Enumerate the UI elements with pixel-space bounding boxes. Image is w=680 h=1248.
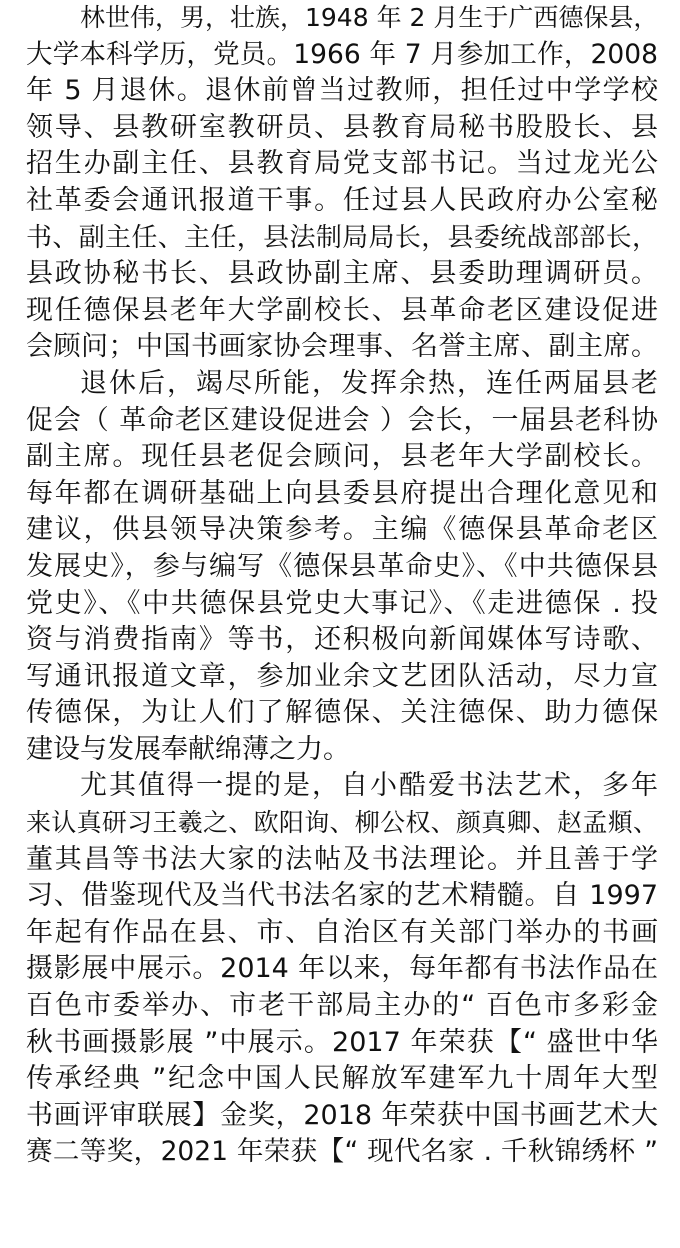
text-line: 来认真研习王羲之、欧阳询、柳公权、颜真卿、赵孟頫、 xyxy=(26,808,658,838)
text-line: 年起有作品在县、市、自治区有关部门举办的书画 xyxy=(26,916,658,948)
text-line: 会顾问；中国书画家协会理事、名誉主席、副主席。 xyxy=(26,331,658,363)
text-line: 发展史》，参与编写《德保县革命史》、《中共德保县 xyxy=(26,550,658,582)
text-line: 赛二等奖，2021 年荣获【“ 现代名家 . 千秋锦绣杯 ” xyxy=(26,1136,658,1168)
text-line: 尤其值得一提的是，自小酷爱书法艺术，多年 xyxy=(80,770,658,802)
text-line: 退休后，竭尽所能，发挥余热，连任两届县老 xyxy=(80,367,658,399)
text-line: 每年都在调研基础上向县委县府提出合理化意见和 xyxy=(26,477,658,509)
text-line: 秋书画摄影展 ”中展示。2017 年荣获【“ 盛世中华 xyxy=(26,1026,658,1058)
text-line: 传德保，为让人们了解德保、关注德保、助力德保 xyxy=(26,697,658,729)
text-line: 董其昌等书法大家的法帖及书法理论。并且善于学 xyxy=(26,843,658,875)
text-line: 传承经典 ”纪念中国人民解放军建军九十周年大型 xyxy=(26,1063,658,1095)
text-line: 摄影展中展示。2014 年以来，每年都有书法作品在 xyxy=(26,953,658,985)
paragraph-2 xyxy=(26,366,658,769)
text-line: 习、借鉴现代及当代书法名家的艺术精髓。自 1997 xyxy=(26,880,658,912)
text-line: 年 5 月退休。退休前曾当过教师，担任过中学学校 xyxy=(26,75,658,107)
text-line: 写通讯报道文章，参加业余文艺团队活动，尽力宣 xyxy=(26,660,658,692)
paragraph-3 xyxy=(26,768,658,1171)
text-line: 领导、县教研室教研员、县教育局秘书股股长、县 xyxy=(26,111,658,143)
text-line: 百色市委举办、市老干部局主办的“ 百色市多彩金 xyxy=(26,990,658,1022)
text-line: 林世伟，男，壮族，1948 年 2 月生于广西德保县， xyxy=(80,3,659,32)
text-line: 现任德保县老年大学副校长、县革命老区建设促进 xyxy=(26,294,658,326)
text-line: 副主席。现任县老促会顾问，县老年大学副校长。 xyxy=(26,441,658,473)
text-line: 招生办副主任、县教育局党支部书记。当过龙光公 xyxy=(26,148,658,180)
text-line: 建议，供县领导决策参考。主编《德保县革命老区 xyxy=(26,514,658,546)
text-line: 建设与发展奉献绵薄之力。 xyxy=(26,733,350,765)
text-line: 大学本科学历，党员。1966 年 7 月参加工作，2008 xyxy=(26,38,658,70)
text-line: 促会（ 革命老区建设促进会 ）会长，一届县老科协 xyxy=(26,404,658,436)
text-line: 县政协秘书长、县政协副主席、县委助理调研员。 xyxy=(26,258,658,290)
paragraph-1 xyxy=(26,0,658,366)
document-body xyxy=(26,0,658,1171)
text-line: 资与消费指南》等书，还积极向新闻媒体写诗歌、 xyxy=(26,624,658,656)
text-line: 书画评审联展】金奖，2018 年荣获中国书画艺术大 xyxy=(26,1099,658,1131)
text-line: 书、副主任、主任，县法制局局长，县委统战部部长， xyxy=(26,222,658,253)
text-line: 党史》、《中共德保县党史大事记》、《走进德保 . 投 xyxy=(26,587,658,619)
text-line: 社革委会通讯报道干事。任过县人民政府办公室秘 xyxy=(26,184,658,216)
